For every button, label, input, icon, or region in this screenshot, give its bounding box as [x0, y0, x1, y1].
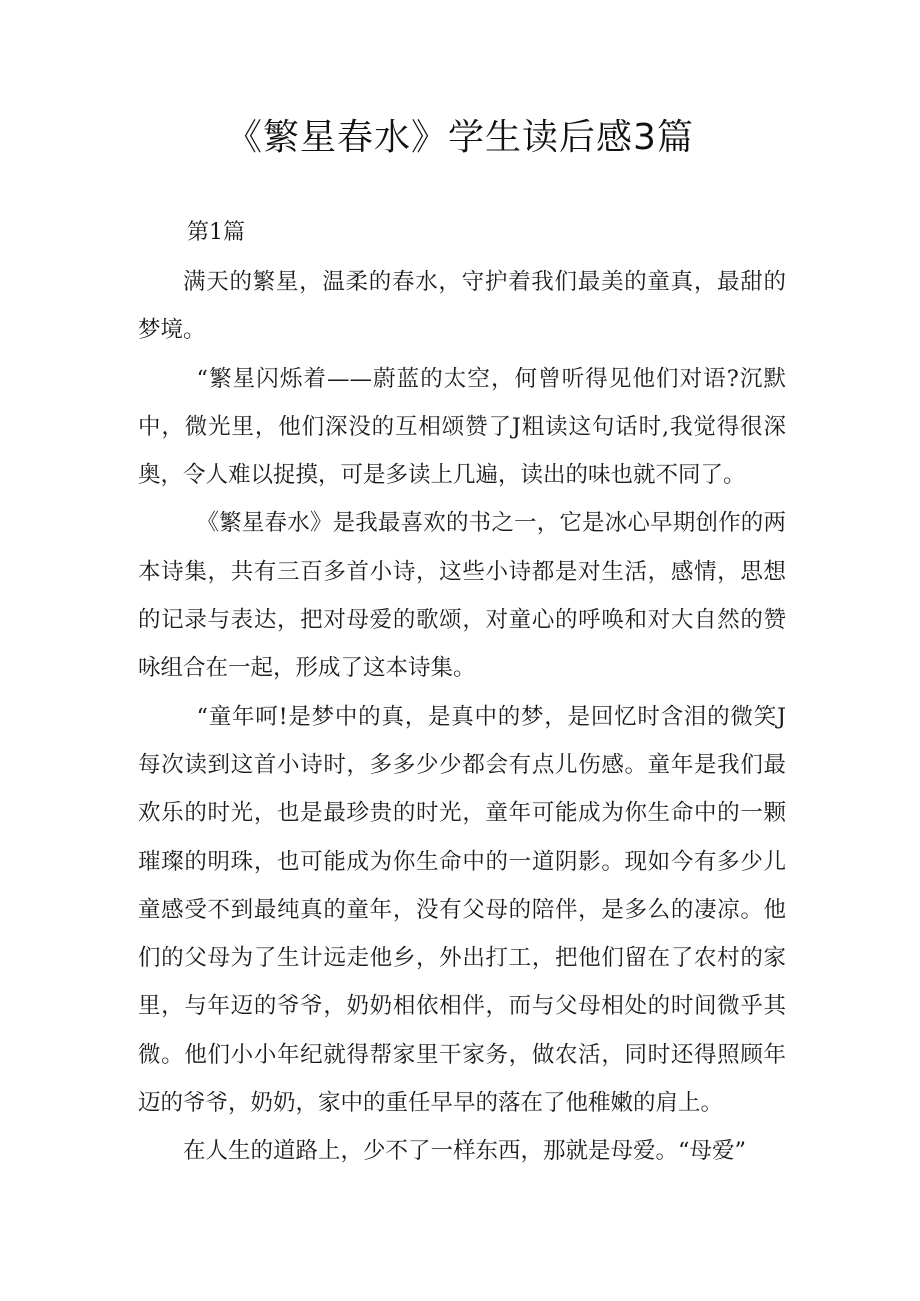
- paragraph: 在人生的道路上，少不了一样东西，那就是母爱。“母爱”: [183, 1138, 747, 1165]
- section-heading: 第1篇: [187, 220, 245, 245]
- document-title: 《繁星春水》学生读后感3篇: [226, 117, 694, 158]
- paragraph: 《繁星春水》是我最喜欢的书之一，它是冰心早期创作的两本诗集，共有三百多首小诗，这些小诗都是对生活，感情，思想的记录与表达，把对母爱的歌颂，对童心的呼唤和对大自然的赞咏组合在一起，形成了这本诗集。: [138, 510, 786, 682]
- paragraph: “繁星闪烁着——蔚蓝的太空，何曾听得见他们对语?沉默中，微光里，他们深没的互相颂赞了J粗读这句话时,我觉得很深奥，令人难以捉摸，可是多读上几遍，读出的味也就不同了。: [138, 365, 786, 489]
- paragraph: “童年呵!是梦中的真，是真中的梦，是回忆时含泪的微笑J每次读到这首小诗时，多多少少都会有点儿伤感。童年是我们最欢乐的时光，也是最珍贵的时光，童年可能成为你生命中的一颗璀璨的明珠，也可能成为你生命中的一道阴影。现如今有多少儿童感受不到最纯真的童年，没有父母的陪伴，是多么的凄凉。他们的父母为了生计远走他乡，外出打工，把他们留在了农村的家里，与年迈的爷爷，奶奶相依相伴，而与父母相处的时间微乎其微。他们小小年纪就得帮家里干家务，做农活，同时还得照顾年迈的爷爷，奶奶，家中的重任早早的落在了他稚嫩的肩上。: [138, 703, 786, 1117]
- paragraph: 满天的繁星，温柔的春水，守护着我们最美的童真，最甜的梦境。: [138, 269, 786, 344]
- document-body: [138, 258, 786, 1176]
